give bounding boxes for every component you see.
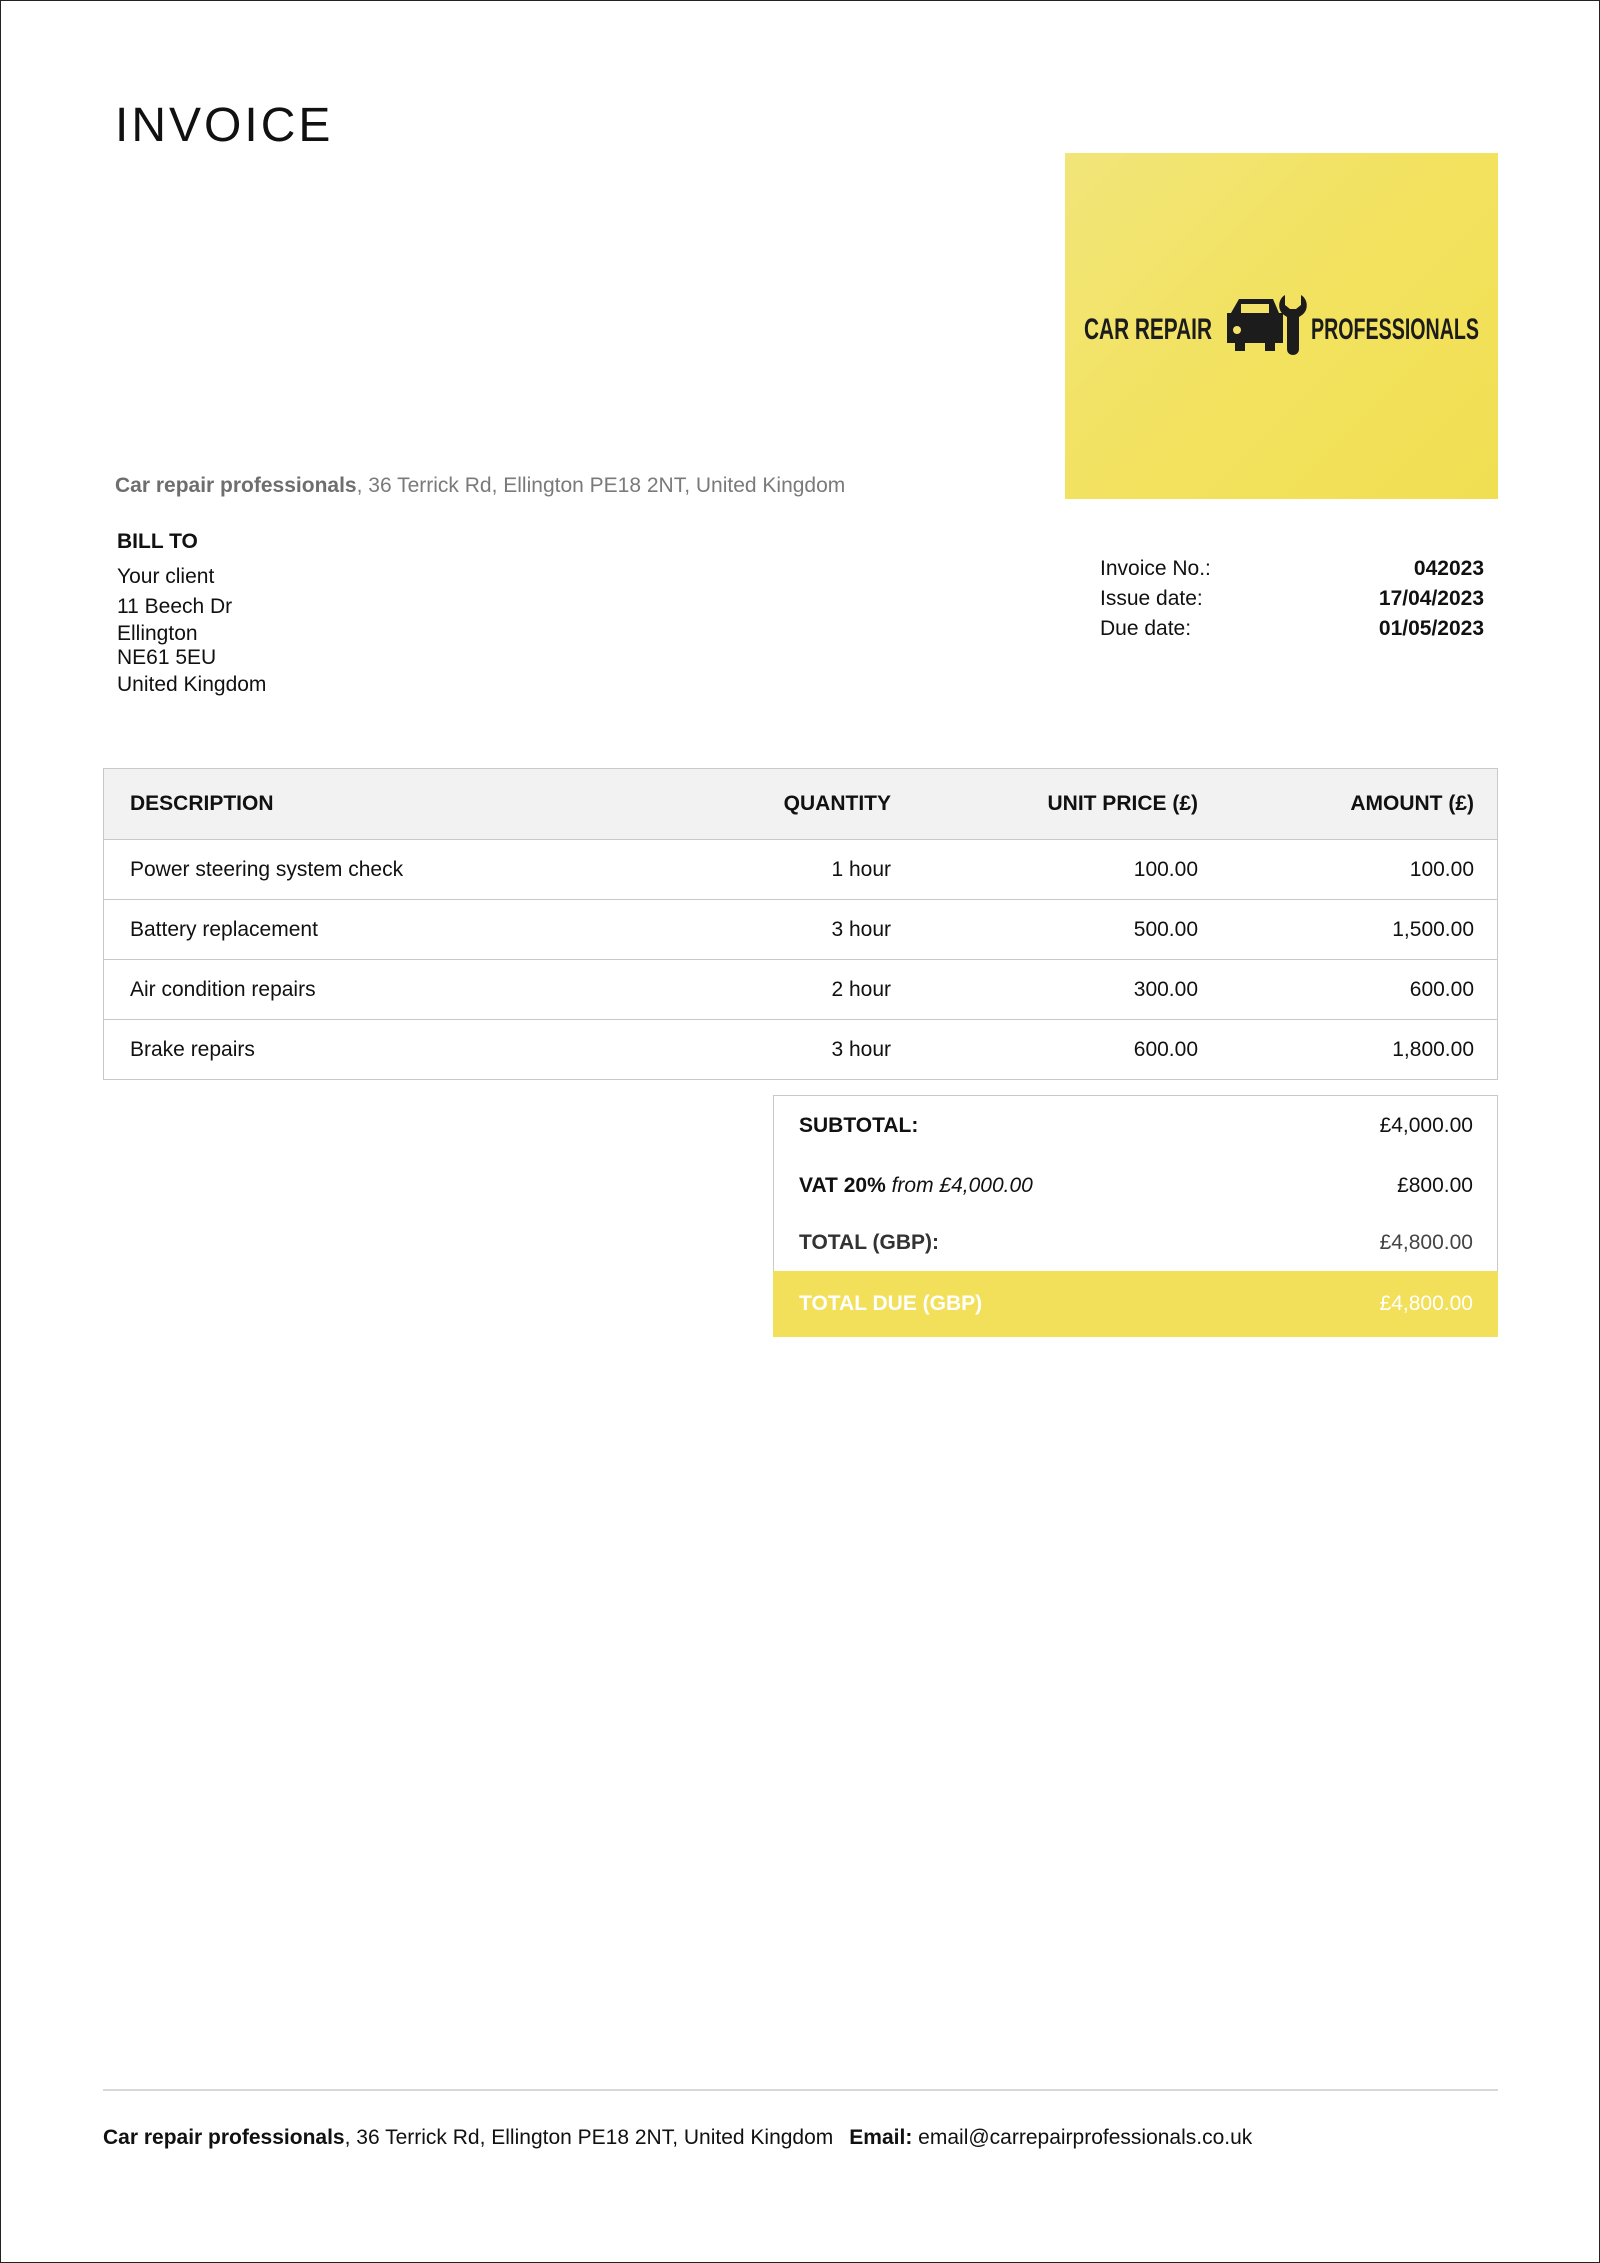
- invoice-meta: [1100, 557, 1484, 647]
- table-row: [104, 840, 1497, 900]
- vat-row: [774, 1156, 1497, 1215]
- header-quantity: QUANTITY: [783, 792, 891, 815]
- vat-value: £800.00: [1397, 1173, 1473, 1197]
- row-quantity: 3 hour: [831, 917, 891, 941]
- footer-email[interactable]: email@carrepairprofessionals.co.uk: [918, 2126, 1253, 2149]
- vat-basis: from £4,000.00: [891, 1173, 1033, 1197]
- table-row: [104, 900, 1497, 960]
- header-description: DESCRIPTION: [130, 792, 274, 815]
- invoice-number-value: 042023: [1413, 557, 1484, 580]
- due-date-row: [1100, 617, 1484, 647]
- subtotal-value: £4,000.00: [1379, 1114, 1473, 1137]
- table-row: [104, 1020, 1497, 1079]
- invoice-number-label: Invoice No.:: [1100, 557, 1211, 580]
- total-due-label: TOTAL DUE (GBP): [799, 1292, 983, 1315]
- table-row: [104, 960, 1497, 1020]
- due-date-value: 01/05/2023: [1378, 617, 1484, 640]
- issue-date-value: 17/04/2023: [1378, 587, 1484, 610]
- total-due-row: [773, 1271, 1498, 1337]
- footer-divider: [103, 2089, 1498, 2091]
- row-amount: 100.00: [1409, 857, 1474, 881]
- vat-label-group: [799, 1174, 1033, 1198]
- row-unit-price: 600.00: [1133, 1037, 1198, 1061]
- line-items-table: [103, 768, 1498, 1080]
- row-description: Battery replacement: [130, 917, 318, 941]
- client-name: Your client: [117, 565, 215, 588]
- row-quantity: 1 hour: [831, 857, 891, 881]
- client-street: 11 Beech Dr: [117, 595, 233, 618]
- client-city: Ellington: [117, 622, 198, 645]
- table-header: [104, 769, 1497, 840]
- client-postcode: NE61 5EU: [117, 646, 217, 669]
- total-value: £4,800.00: [1379, 1231, 1473, 1254]
- sender-address: , 36 Terrick Rd, Ellington PE18 2NT, United Kingdom: [356, 474, 846, 497]
- row-unit-price: 500.00: [1133, 917, 1198, 941]
- sender-line: [115, 474, 845, 498]
- total-row: [774, 1215, 1497, 1271]
- bill-to-block: [117, 530, 266, 700]
- vat-label: VAT 20%: [799, 1173, 886, 1197]
- logo-text-left: CAR REPAIR: [1084, 313, 1213, 346]
- row-unit-price: 300.00: [1133, 977, 1198, 1001]
- car-wrench-icon: [1227, 295, 1307, 355]
- logo-graphic: [1065, 153, 1498, 499]
- sender-name: Car repair professionals: [115, 474, 357, 497]
- company-logo: [1065, 153, 1498, 499]
- due-date-label: Due date:: [1100, 617, 1192, 640]
- header-unit-price: UNIT PRICE (£): [1047, 792, 1198, 815]
- issue-date-row: [1100, 587, 1484, 617]
- row-quantity: 3 hour: [831, 1037, 891, 1061]
- invoice-title: INVOICE: [115, 99, 334, 152]
- row-quantity: 2 hour: [831, 977, 891, 1001]
- subtotal-label: SUBTOTAL:: [799, 1114, 919, 1137]
- row-description: Brake repairs: [130, 1037, 255, 1061]
- bill-to-label: BILL TO: [117, 530, 198, 553]
- footer-company: Car repair professionals: [103, 2126, 345, 2149]
- row-amount: 600.00: [1409, 977, 1474, 1001]
- footer: [103, 2126, 1252, 2150]
- row-unit-price: 100.00: [1133, 857, 1198, 881]
- client-country: United Kingdom: [117, 673, 267, 696]
- invoice-number-row: [1100, 557, 1484, 587]
- totals-box: [773, 1095, 1498, 1337]
- issue-date-label: Issue date:: [1100, 587, 1203, 610]
- subtotal-row: [774, 1096, 1497, 1156]
- total-label: TOTAL (GBP):: [799, 1231, 939, 1254]
- total-due-value: £4,800.00: [1379, 1292, 1473, 1315]
- footer-email-label: Email:: [849, 2126, 913, 2149]
- row-amount: 1,800.00: [1392, 1037, 1474, 1061]
- footer-address: , 36 Terrick Rd, Ellington PE18 2NT, United Kingdom: [344, 2126, 834, 2149]
- row-description: Air condition repairs: [130, 977, 316, 1001]
- header-amount: AMOUNT (£): [1350, 792, 1474, 815]
- row-description: Power steering system check: [130, 857, 404, 881]
- row-amount: 1,500.00: [1392, 917, 1474, 941]
- logo-text-right: PROFESSIONALS: [1311, 313, 1479, 346]
